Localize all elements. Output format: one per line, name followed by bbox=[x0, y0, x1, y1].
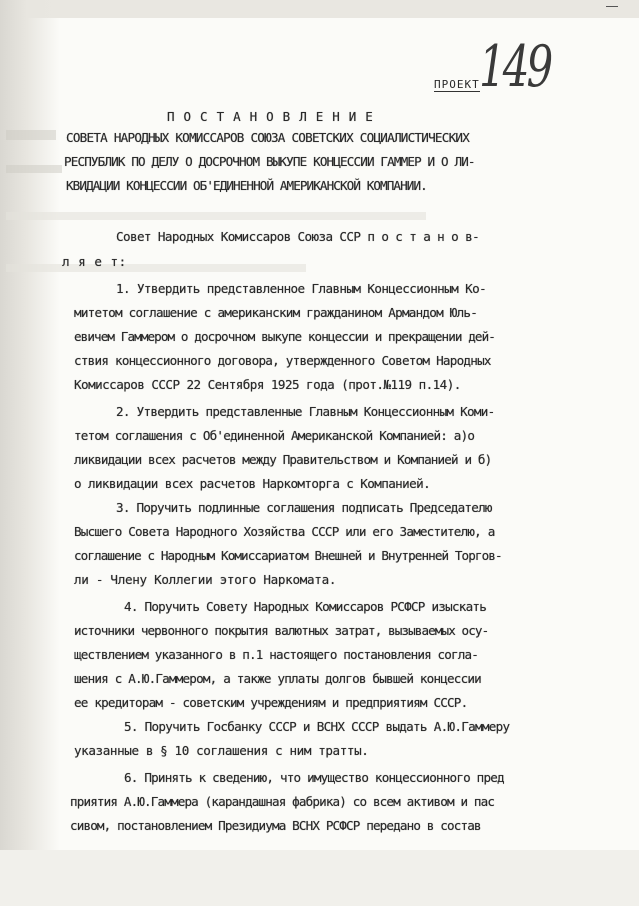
body-line: 2. Утвердить представленные Главным Концессионным Коми- bbox=[116, 404, 495, 419]
intro-line: л я е т: bbox=[62, 254, 127, 269]
body-line: 1. Утвердить представленное Главным Концессионным Ко- bbox=[116, 281, 487, 296]
body-line: тетом соглашения с Об'единенной Американской Компанией: а)о bbox=[74, 428, 475, 443]
body-line: 3. Поручить подлинные соглашения подписать Председателю bbox=[116, 500, 492, 515]
handwritten-number: 149 bbox=[479, 33, 551, 100]
draft-label: ПРОЕКТ bbox=[434, 78, 480, 91]
body-line: евичем Гаммером о досрочном выкупе концессии и прекращении дей- bbox=[74, 329, 495, 344]
body-line: указанные в § 10 соглашения с ним тратты. bbox=[74, 743, 369, 758]
scan-top-border bbox=[0, 0, 639, 18]
body-line: 6. Принять к сведению, что имущество концессионного пред bbox=[124, 770, 504, 785]
body-line: соглашение с Народным Комиссариатом Внешней и Внутренней Торгов- bbox=[74, 548, 502, 563]
body-line: ее кредиторам - советским учреждениям и предприятиям СССР. bbox=[74, 695, 468, 710]
bleed-through-mark bbox=[6, 130, 56, 140]
body-line: ствия концессионного договора, утвержденного Советом Народных bbox=[74, 353, 491, 368]
intro-line: Совет Народных Комиссаров Союза ССР п о с т а н о в- bbox=[116, 229, 480, 244]
bleed-through-mark bbox=[6, 264, 306, 272]
body-line: сивом, постановлением Президиума ВСНХ РСФСР передано в состав bbox=[70, 818, 481, 833]
body-line: ли - Члену Коллегии этого Наркомата. bbox=[74, 572, 337, 587]
title-line: РЕСПУБЛИК ПО ДЕЛУ О ДОСРОЧНОМ ВЫКУПЕ КОНЦЕССИИ ГАММЕР И О ЛИ- bbox=[64, 154, 475, 169]
body-line: приятия А.Ю.Гаммера (карандашная фабрика) со всем активом и пас bbox=[70, 794, 495, 809]
bleed-through-mark bbox=[6, 165, 62, 173]
body-line: митетом соглашение с американским гражданином Армандом Юль- bbox=[74, 305, 478, 320]
body-line: Комиссаров СССР 22 Сентября 1925 года (прот.№119 п.14). bbox=[74, 377, 461, 392]
document-title: ПОСТАНОВЛЕНИЕ bbox=[167, 109, 382, 124]
body-line: о ликвидации всех расчетов Наркомторга с Компанией. bbox=[74, 476, 431, 491]
title-line: СОВЕТА НАРОДНЫХ КОМИССАРОВ СОЮЗА СОВЕТСКИХ СОЦИАЛИСТИЧЕСКИХ bbox=[66, 130, 470, 145]
body-line: 4. Поручить Совету Народных Комиссаров РСФСР изыскать bbox=[124, 599, 487, 614]
body-line: Высшего Совета Народного Хозяйства СССР или его Заместителю, а bbox=[74, 524, 495, 539]
title-line: КВИДАЦИИ КОНЦЕССИИ ОБ'ЕДИНЕННОЙ АМЕРИКАНСКОЙ КОМПАНИИ. bbox=[66, 178, 427, 193]
body-line: шения с А.Ю.Гаммером, а также уплаты долгов бывшей концессии bbox=[74, 671, 481, 686]
body-line: источники червонного покрытия валютных затрат, вызываемых осу- bbox=[74, 623, 489, 638]
body-line: ликвидации всех расчетов между Правительством и Компанией и б) bbox=[74, 452, 492, 467]
body-line: ществлением указанного в п.1 настоящего постановления согла- bbox=[74, 647, 478, 662]
corner-mark bbox=[606, 6, 618, 7]
body-line: 5. Поручить Госбанку СССР и ВСНХ СССР выдать А.Ю.Гаммеру bbox=[124, 719, 510, 734]
bleed-through-mark bbox=[6, 212, 426, 220]
scan-bottom-margin bbox=[0, 850, 639, 906]
